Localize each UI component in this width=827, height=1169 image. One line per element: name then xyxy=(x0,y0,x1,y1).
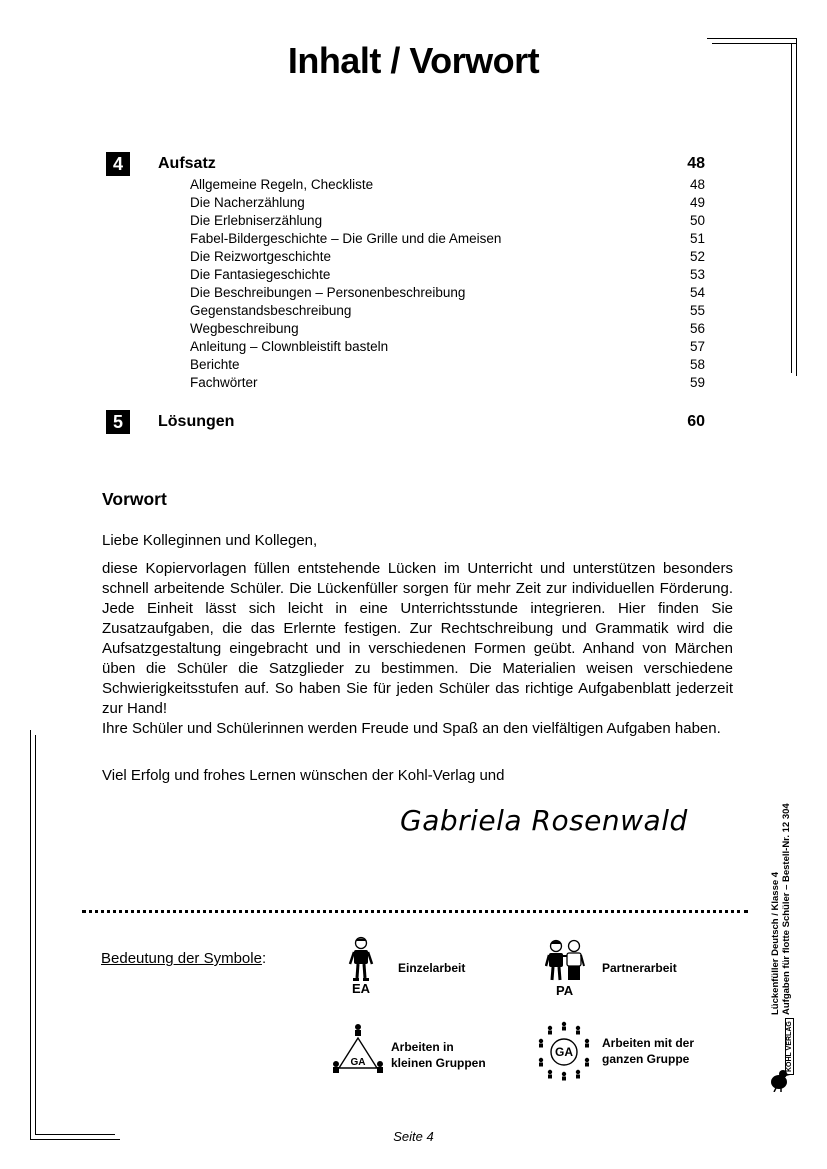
toc-entry-label: Die Reizwortgeschichte xyxy=(190,249,332,264)
symbol-label: Partnerarbeit xyxy=(602,961,677,975)
toc-entry[interactable] xyxy=(190,177,705,195)
vorwort-heading: Vorwort xyxy=(102,489,167,509)
signature: Gabriela Rosenwald xyxy=(400,804,688,837)
symbol-label-line: Arbeiten in xyxy=(391,1040,454,1054)
vorwort-body xyxy=(102,559,733,739)
toc-entry-label: Gegenstandsbeschreibung xyxy=(190,303,352,318)
closing-line: Viel Erfolg und frohes Lernen wünschen der Kohl-Verlag und xyxy=(102,767,505,784)
toc-entry[interactable] xyxy=(190,375,705,393)
single-person-icon xyxy=(348,936,374,982)
sidebar-line: Aufgaben für flotte Schüler – Bestell-Nr. 12 304 xyxy=(781,803,792,1015)
publisher-logo xyxy=(785,1018,794,1075)
toc-entry-label: Allgemeine Regeln, Checkliste xyxy=(190,177,374,192)
frame-left-vertical xyxy=(30,730,31,1140)
symbols-legend-heading xyxy=(101,950,266,967)
symbol-label-line: kleinen Gruppen xyxy=(391,1056,486,1070)
toc-entry-page: 51 xyxy=(689,231,705,246)
toc-entry-label: Die Nacherzählung xyxy=(190,195,305,210)
symbols-legend-heading-text: Bedeutung der Symbole xyxy=(101,950,262,967)
frame-right-vertical-inner xyxy=(791,43,792,373)
toc-entry[interactable] xyxy=(190,357,705,375)
toc-entry[interactable] xyxy=(190,231,705,249)
toc-entry-label: Die Beschreibungen – Personenbeschreibung xyxy=(190,285,466,300)
toc-entry-label: Wegbeschreibung xyxy=(190,321,299,336)
toc-entry[interactable] xyxy=(190,303,705,321)
symbol-code: GA xyxy=(555,1045,573,1059)
dotted-divider xyxy=(82,910,748,913)
toc-entry-page: 50 xyxy=(689,213,705,228)
toc-entry-page: 48 xyxy=(689,177,705,192)
toc-entry[interactable] xyxy=(190,285,705,303)
section-title: Aufsatz xyxy=(158,155,216,172)
sidebar-book-info xyxy=(770,780,792,1015)
toc-entry-label: Fachwörter xyxy=(190,375,258,390)
salutation: Liebe Kolleginnen und Kollegen, xyxy=(102,532,318,549)
toc-entry-page: 52 xyxy=(689,249,705,264)
toc-entry-page: 55 xyxy=(689,303,705,318)
small-group-triangle-icon xyxy=(331,1022,385,1080)
toc-entry[interactable] xyxy=(190,321,705,339)
toc-entry-page: 57 xyxy=(689,339,705,354)
toc-entry-page: 49 xyxy=(689,195,705,210)
symbols-legend-colon: : xyxy=(261,950,267,967)
toc-entry[interactable] xyxy=(190,249,705,267)
section-page-number: 60 xyxy=(687,413,705,430)
toc-entry-label: Die Erlebniserzählung xyxy=(190,213,323,228)
vorwort-paragraph: diese Kopiervorlagen füllen entstehende Lücken im Unterricht und unterstützen besonders schnell arbeitende Schüler. Die Lückenfüller sorgen für mehr Zeit zur individuellen Förderung. Jede Einheit lässt sich leicht in eine Unterrichtsstunde integrieren. Hier finden Sie Zusatzaufgaben, die das Erlernte festigen. Zur Rechtschreibung und Grammatik wird die Aufsatzgestaltung eingebracht und in verschiedenen Formen geübt. Anhand von Märchen üben die Schüler die Satzglieder zu bestimmen. Die Materialien weisen verschiedene Schwierigkeitsstufen auf. So haben Sie für jeden Schüler das richtige Aufgabenblatt jederzeit zur Hand! xyxy=(102,560,733,717)
symbol-code: PA xyxy=(556,983,574,998)
toc-entry[interactable] xyxy=(190,213,705,231)
sidebar-line: Lückenfüller Deutsch / Klasse 4 xyxy=(770,871,781,1015)
toc-entry-page: 59 xyxy=(689,375,705,390)
toc-entry-label: Die Fantasiegeschichte xyxy=(190,267,331,282)
publisher-logo-text: KOHL VERLAG xyxy=(786,1021,793,1072)
toc-entry-label: Berichte xyxy=(190,357,240,372)
toc-entry[interactable] xyxy=(190,195,705,213)
publisher-bird-icon xyxy=(768,1068,790,1092)
toc-entry[interactable] xyxy=(190,267,705,285)
toc-entry-page: 58 xyxy=(689,357,705,372)
toc-entry-page: 56 xyxy=(689,321,705,336)
two-persons-icon xyxy=(545,938,585,984)
toc-entry[interactable] xyxy=(190,339,705,357)
vorwort-paragraph: Ihre Schüler und Schülerinnen werden Freude und Spaß an den vielfältigen Aufgaben haben. xyxy=(102,720,721,737)
frame-right-vertical xyxy=(796,38,797,376)
symbol-code: EA xyxy=(352,981,371,996)
page-number-footer: Seite 4 xyxy=(393,1129,434,1144)
section-page-number: 48 xyxy=(687,155,705,172)
section-title: Lösungen xyxy=(158,413,235,430)
symbol-code: GA xyxy=(350,1057,366,1068)
toc-entry-label: Anleitung – Clownbleistift basteln xyxy=(190,339,389,354)
section-number-badge: 5 xyxy=(106,410,130,434)
symbol-label xyxy=(391,1039,486,1071)
section-number-badge: 4 xyxy=(106,152,130,176)
symbol-label xyxy=(602,1035,694,1067)
toc-entry-page: 54 xyxy=(689,285,705,300)
symbol-label-line: ganzen Gruppe xyxy=(602,1052,690,1066)
symbol-label: Einzelarbeit xyxy=(398,961,466,975)
frame-top-right-horizontal xyxy=(707,38,797,39)
toc-entry-page: 53 xyxy=(689,267,705,282)
page-title: Inhalt / Vorwort xyxy=(287,40,540,81)
toc-entry-label: Fabel-Bildergeschichte – Die Grille und die Ameisen xyxy=(190,231,502,246)
symbol-label-line: Arbeiten mit der xyxy=(602,1036,695,1050)
frame-left-vertical-inner xyxy=(35,735,36,1135)
whole-group-circle-icon xyxy=(537,1020,591,1082)
